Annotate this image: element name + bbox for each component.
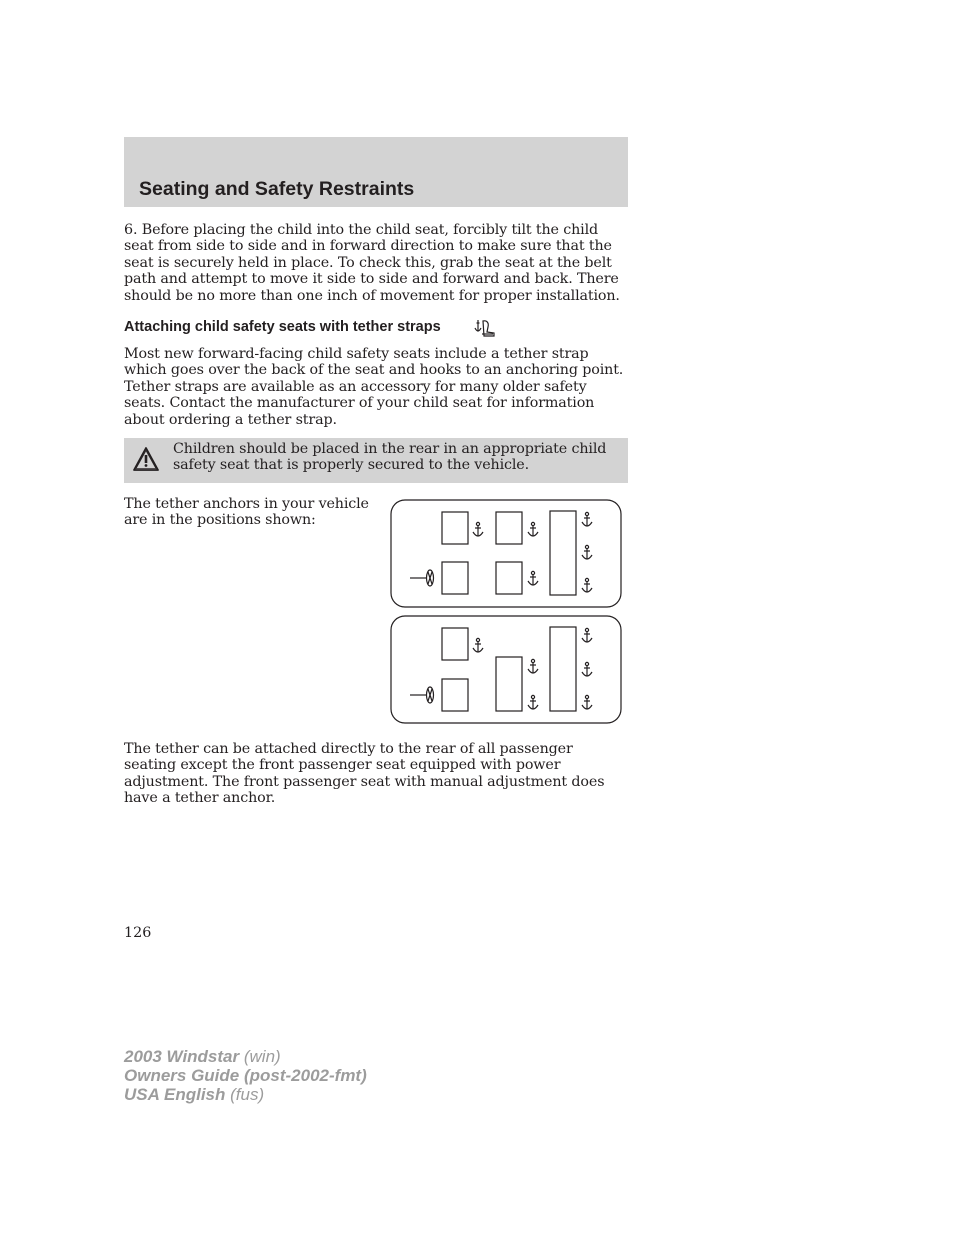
steering-wheel-icon: [410, 687, 434, 703]
footer-language-code: (fus): [230, 1085, 265, 1104]
anchor-icon: [528, 659, 538, 673]
seat-front-passenger: [442, 628, 468, 660]
footer-language: USA English: [124, 1085, 226, 1104]
tether-anchor-diagram-1: [390, 499, 624, 610]
seat-driver: [442, 679, 468, 711]
seat-middle-bench: [496, 657, 522, 711]
page-number: 126: [124, 925, 152, 941]
tether-anchor-diagram-2: [390, 615, 624, 726]
anchor-icon: [473, 522, 483, 536]
seat-middle-right: [496, 562, 522, 594]
tether-positions-paragraph: The tether anchors in your vehicle are in the positions shown:: [124, 496, 369, 529]
anchor-icon: [528, 695, 538, 709]
seat-rear-bench: [550, 511, 576, 595]
anchor-icon: [582, 662, 592, 676]
footer-model: 2003 Windstar: [124, 1047, 240, 1066]
seat-rear-bench: [550, 627, 576, 711]
anchor-icon: [582, 578, 592, 592]
seat-middle-left: [496, 512, 522, 544]
anchor-icon: [582, 695, 592, 709]
anchor-icon: [528, 571, 538, 585]
footer-model-code: (win): [243, 1047, 281, 1066]
tether-subheading: Attaching child safety seats with tether straps: [124, 319, 441, 335]
document-footer: [124, 1047, 367, 1104]
anchor-icon: [582, 628, 592, 642]
anchor-icon: [582, 512, 592, 526]
step-6-paragraph: 6. Before placing the child into the child seat, forcibly tilt the child seat from side to side and in forward direction to make sure that the seat is securely held in place. To check this, grab the seat at the belt path and attempt to move it side to side and forward and back. There should be no more than one inch of movement for proper installation.: [124, 222, 620, 304]
seat-front-passenger: [442, 512, 468, 544]
section-header: [124, 137, 628, 207]
steering-wheel-icon: [410, 570, 434, 586]
seat-driver: [442, 562, 468, 594]
warning-box: [124, 438, 628, 483]
footer-guide: Owners Guide (post-2002-fmt): [124, 1066, 367, 1085]
anchor-icon: [473, 638, 483, 652]
closing-paragraph: The tether can be attached directly to the rear of all passenger seating except the front passenger seat equipped with power adjustment. The front passenger seat with manual adjustment does have a tether anchor.: [124, 741, 605, 807]
warning-triangle-icon: [132, 446, 160, 476]
child-seat-tether-icon: [474, 318, 498, 344]
anchor-icon: [582, 545, 592, 559]
tether-intro-paragraph: Most new forward-facing child safety seats include a tether strap which goes over the back of the seat and hooks to an anchoring point. Tether straps are available as an accessory for many older safety seats. Contact the manufacturer of your child seat for information about ordering a tether strap.: [124, 346, 624, 428]
warning-text: Children should be placed in the rear in an appropriate child safety seat that is properly secured to the vehicle.: [173, 441, 607, 474]
section-title: Seating and Safety Restraints: [139, 178, 415, 200]
anchor-icon: [528, 522, 538, 536]
